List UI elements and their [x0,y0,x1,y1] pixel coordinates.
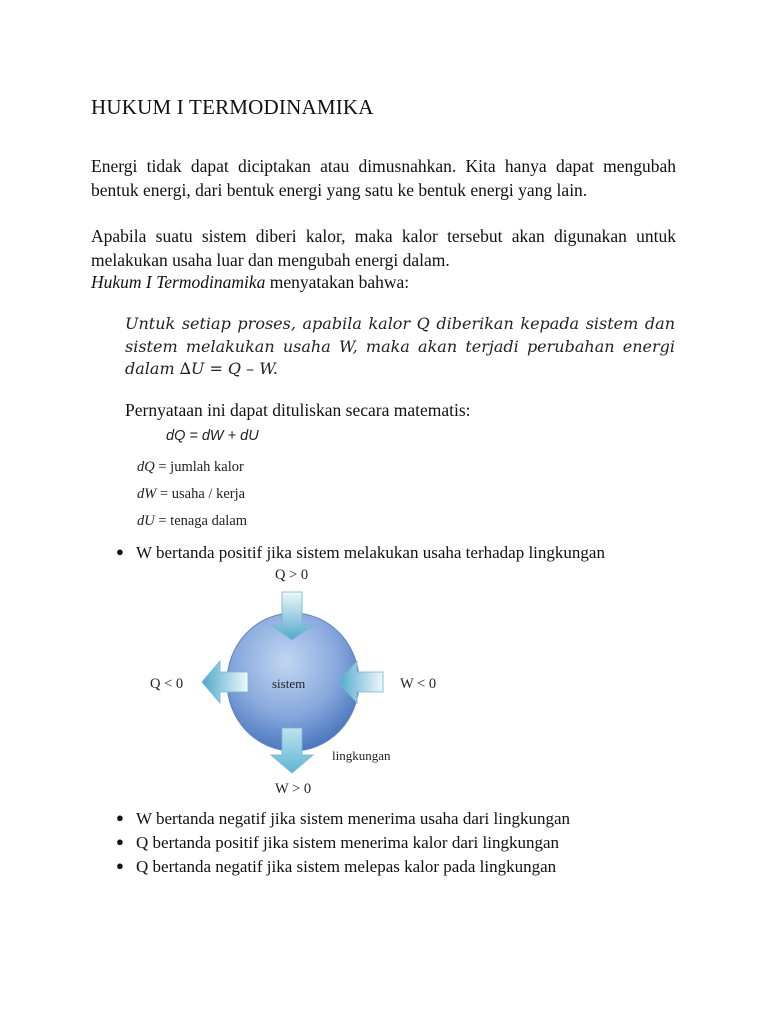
bullet-dot-icon: ● [116,858,124,873]
definition-text: = tenaga dalam [154,513,248,529]
bullet-item [116,543,605,563]
bullet-item [116,857,556,877]
bullet-item [116,809,570,829]
intro-paragraph-2: Apabila suatu sistem diberi kalor, maka kalor tersebut akan digunakan untuk melakukan usaha luar dan mengubah energi dalam. [91,226,676,270]
intro-paragraph-3 [91,271,676,295]
definition-symbol: dU [137,513,155,529]
bullet-item [116,833,559,853]
bullet-text: W bertanda negatif jika sistem menerima usaha dari lingkungan [136,809,570,828]
bullet-text: Q bertanda negatif jika sistem melepas kalor pada lingkungan [136,857,557,876]
law-quote: Untuk setiap proses, apabila kalor Q diberikan kepada sistem dan sistem melakukan usaha W, maka akan terjadi perubahan energi dalam ∆U = Q – W. [125,314,675,378]
label-q-negative: Q < 0 [150,676,184,692]
definition-text: = jumlah kalor [154,459,244,475]
bullet-text: W bertanda positif jika sistem melakukan usaha terhadap lingkungan [136,543,605,562]
label-w-negative: W < 0 [400,676,437,692]
definition-symbol: dW [137,486,157,502]
page-title: HUKUM I TERMODINAMIKA [91,95,374,119]
label-environment: lingkungan [332,748,391,763]
intro-paragraph-1: Energi tidak dapat diciptakan atau dimusnahkan. Kita hanya dapat mengubah bentuk energi, dari bentuk energi yang satu ke bentuk energi yang lain. [91,156,676,200]
definition-text: = usaha / kerja [156,486,246,502]
law-statement-lead: menyatakan bahwa: [265,272,410,292]
label-q-positive: Q > 0 [275,567,309,583]
system-diagram [130,565,450,803]
definition-symbol: dQ [137,459,155,475]
label-system: sistem [272,676,306,691]
label-w-positive: W > 0 [275,781,312,797]
definition-dq [137,459,244,476]
formula: dQ = dW + dU [166,428,259,444]
law-name: Hukum I Termodinamika [91,272,266,292]
bullet-dot-icon: ● [116,544,124,559]
math-intro: Pernyataan ini dapat dituliskan secara matematis: [125,400,471,420]
bullet-dot-icon: ● [116,834,124,849]
definition-du [137,513,247,530]
bullet-dot-icon: ● [116,810,124,825]
definition-dw [137,486,245,503]
bullet-text: Q bertanda positif jika sistem menerima kalor dari lingkungan [136,833,559,852]
